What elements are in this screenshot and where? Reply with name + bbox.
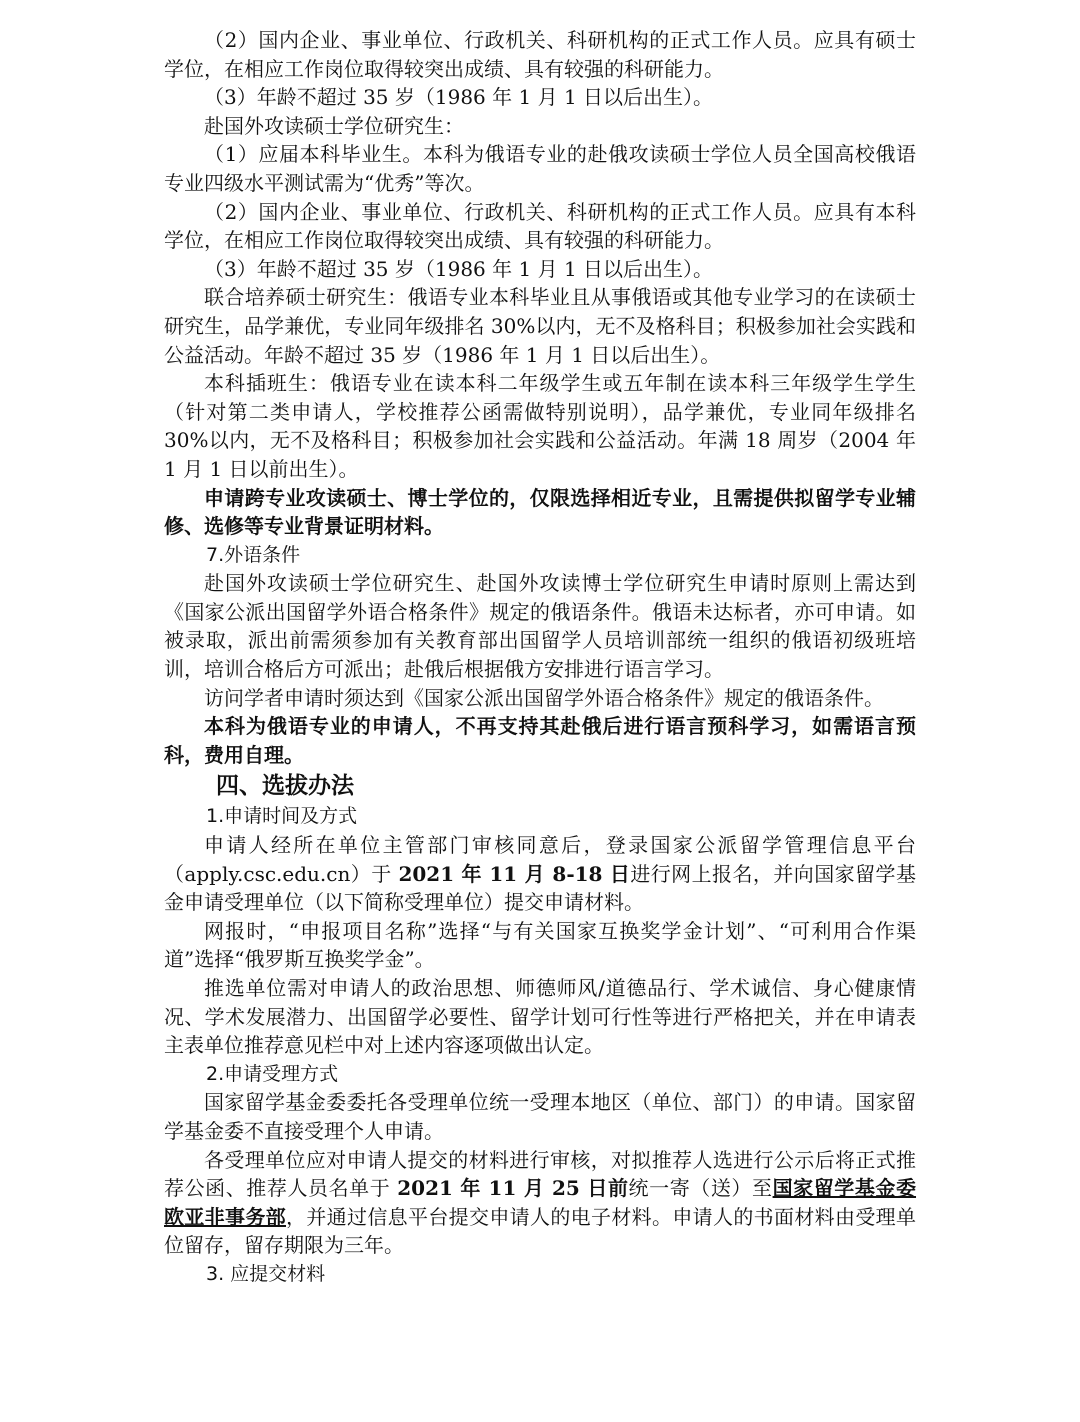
paragraph: 赴国外攻读硕士学位研究生、赴国外攻读博士学位研究生申请时原则上需达到《国家公派出国留学外语合格条件》规定的俄语条件。俄语未达标者，亦可申请。如被录取，派出前需须参加有关教育部出国留学人员培训部统一组织的俄语初级班培训，培训合格后方可派出；赴俄后根据俄方安排进行语言学习。 (164, 571, 916, 682)
paragraph: 访问学者申请时须达到《国家公派出国留学外语合格条件》规定的俄语条件。 (204, 685, 884, 710)
department-name: 国家留学基金委欧亚非事务部 (164, 1176, 917, 1229)
text-run: 统一寄（送）至 (628, 1176, 773, 1201)
paragraph: （3）年龄不超过 35 岁（1986 年 1 月 1 日以后出生）。 (204, 85, 714, 110)
subsection-title: 1.申请时间及方式 (206, 805, 358, 828)
paragraph: 赴国外攻读硕士学位研究生： (204, 113, 464, 138)
paragraph: 本科插班生：俄语专业在读本科二年级学生或五年制在读本科三年级学生学生（针对第二类申请人，学校推荐公函需做特别说明），品学兼优，专业同年级排名 30%以内，无不及格科目；积极参加社会实践和公益活动。年满 18 周岁（2004 年 1 月 1 日以前出生）。 (164, 371, 916, 481)
paragraph: （3）年龄不超过 35 岁（1986 年 1 月 1 日以后出生）。 (204, 256, 714, 281)
paragraph: 国家留学基金委委托各受理单位统一受理本地区（单位、部门）的申请。国家留学基金委不直接受理个人申请。 (164, 1090, 916, 1143)
bold-notice: 申请跨专业攻读硕士、博士学位的，仅限选择相近专业，且需提供拟留学专业辅修、选修等专业背景证明材料。 (164, 485, 916, 539)
text-run: 各受理单位应对申请人提交的材料进行审核，对拟推荐人选进行公示后将正式推荐公函、推荐人员名单于 (164, 1147, 916, 1201)
subsection-title: 2.申请受理方式 (206, 1062, 339, 1085)
text-run: ，并通过信息平台提交申请人的电子材料。申请人的书面材料由受理单位留存，留存期限为三年。 (164, 1204, 916, 1258)
date-emphasis: 2021 年 11 月 25 日前 (397, 1176, 629, 1201)
paragraph (164, 1146, 916, 1260)
paragraph: （1）应届本科毕业生。本科为俄语专业的赴俄攻读硕士学位人员全国高校俄语专业四级水平测试需为“优秀”等次。 (164, 142, 916, 195)
paragraph: （2）国内企业、事业单位、行政机关、科研机构的正式工作人员。应具有硕士学位，在相应工作岗位取得较突出成绩、具有较强的科研能力。 (164, 28, 916, 81)
date-emphasis: 2021 年 11 月 8-18 日 (398, 861, 631, 886)
section-heading: 四、选拔办法 (216, 772, 354, 800)
paragraph: 联合培养硕士研究生：俄语专业本科毕业且从事俄语或其他专业学习的在读硕士研究生，品学兼优，专业同年级排名 30%以内，无不及格科目；积极参加社会实践和公益活动。年龄不超过 35 岁（1986 年 1 月 1 日以后出生）。 (164, 285, 916, 367)
paragraph (164, 831, 916, 917)
document-page (164, 26, 916, 1289)
subsection-title: 7.外语条件 (206, 543, 301, 566)
text-run: 申请人经所在单位主管部门审核同意后，登录国家公派留学管理信息平台（apply.csc.edu.cn）于 (164, 833, 916, 886)
text-run: 进行网上报名，并向国家留学基金申请受理单位（以下简称受理单位）提交申请材料。 (164, 861, 916, 915)
paragraph: 网报时，“申报项目名称”选择“与有关国家互换奖学金计划”、“可利用合作渠道”选择“俄罗斯互换奖学金”。 (164, 918, 916, 972)
paragraph: （2）国内企业、事业单位、行政机关、科研机构的正式工作人员。应具有本科学位，在相应工作岗位取得较突出成绩、具有较强的科研能力。 (164, 199, 916, 253)
subsection-title: 3. 应提交材料 (206, 1262, 326, 1285)
bold-notice: 本科为俄语专业的申请人，不再支持其赴俄后进行语言预科学习，如需语言预科，费用自理。 (164, 714, 916, 767)
paragraph: 推选单位需对申请人的政治思想、师德师风/道德品行、学术诚信、身心健康情况、学术发展潜力、出国留学必要性、留学计划可行性等进行严格把关，并在申请表主表单位推荐意见栏中对上述内容逐项做出认定。 (164, 976, 916, 1058)
